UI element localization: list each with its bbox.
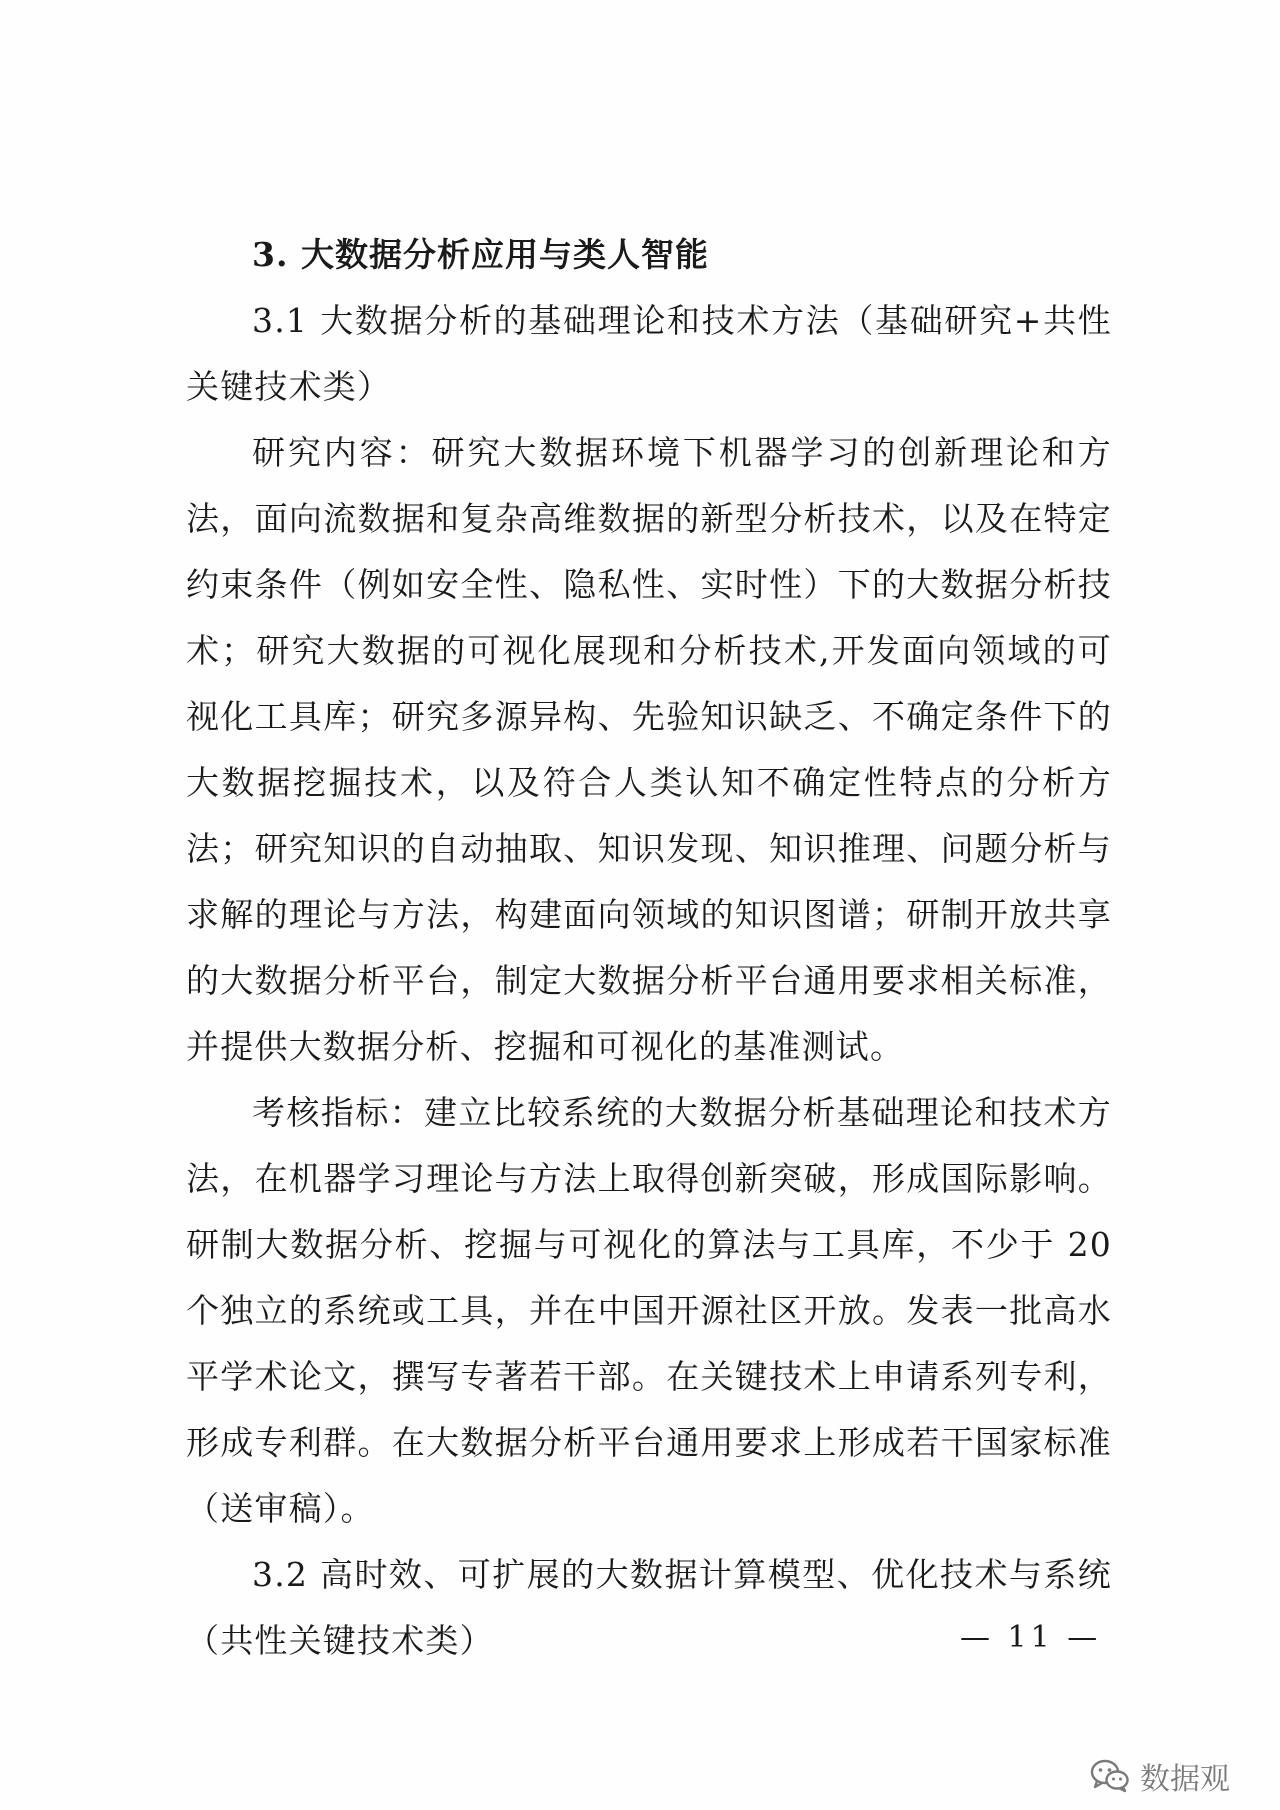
- watermark: [1090, 1756, 1230, 1796]
- watermark-text: 数据观: [1140, 1762, 1230, 1797]
- page-number: — 11 —: [960, 1620, 1102, 1655]
- section-heading: 3. 大数据分析应用与类人智能: [252, 235, 709, 274]
- document-body: [186, 222, 1112, 1674]
- subsection-title-3-1: 3.1 大数据分析的基础理论和技术方法（基础研究+共性关键技术类）: [186, 301, 1112, 406]
- research-content-paragraph: 研究内容：研究大数据环境下机器学习的创新理论和方法，面向流数据和复杂高维数据的新型分析技术，以及在特定约束条件（例如安全性、隐私性、实时性）下的大数据分析技术；研究大数据的可视化展现和分析技术,开发面向领域的可视化工具库；研究多源异构、先验知识缺乏、不确定条件下的大数据挖掘技术，以及符合人类认知不确定性特点的分析方法；研究知识的自动抽取、知识发现、知识推理、问题分析与求解的理论与方法，构建面向领域的知识图谱；研制开放共享的大数据分析平台，制定大数据分析平台通用要求相关标准，并提供大数据分析、挖掘和可视化的基准测试。: [186, 433, 1112, 1066]
- subsection-title-3-2: 3.2 高时效、可扩展的大数据计算模型、优化技术与系统（共性关键技术类）: [186, 1555, 1112, 1660]
- wechat-icon: [1090, 1759, 1130, 1793]
- assessment-indicators-paragraph: 考核指标：建立比较系统的大数据分析基础理论和技术方法，在机器学习理论与方法上取得创新突破，形成国际影响。研制大数据分析、挖掘与可视化的算法与工具库，不少于 20 个独立的系统或工具，并在中国开源社区开放。发表一批高水平学术论文，撰写专著若干部。在关键技术上申请系列专利，形成专利群。在大数据分析平台通用要求上形成若干国家标准（送审稿）。: [186, 1093, 1112, 1528]
